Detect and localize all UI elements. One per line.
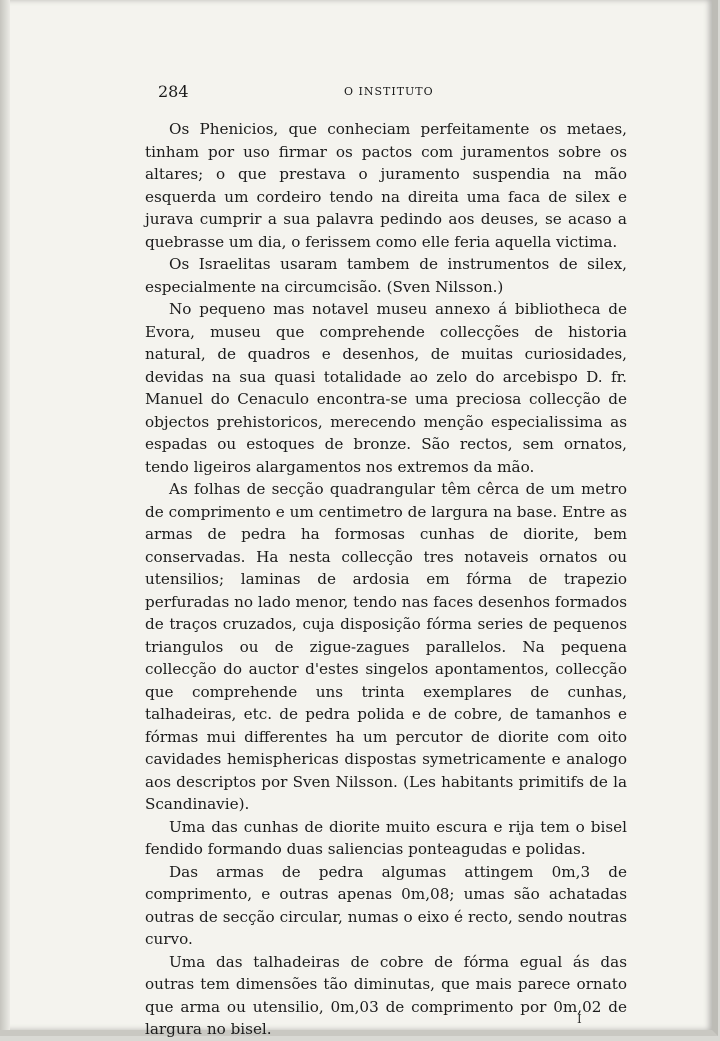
- page-number: 284: [158, 82, 189, 101]
- paragraph-folhas: As folhas de secção quadrangular têm cêrca de um metro de comprimento e um centimetro de largura na base. Entre as armas de pedra ha formosas cunhas de diorite, bem conservadas. Ha nesta collecção tres notaveis ornatos ou utensilios; laminas de ardosia em fórma de trapezio perfuradas no lado menor, tendo nas faces desenhos formados de traços cruzados, cuja disposição fórma series de pequenos triangulos ou de zigue-zagues parallelos. Na pequena collecção do auctor d'estes singelos apontamentos, collecção que comprehende uns trinta exemplares de cunhas, talhadeiras, etc. de pedra polida e de cobre, de tamanhos e fórmas mui differentes ha um percutor de diorite com oito cavidades hemisphericas dispostas symetricamente e analogo aos descriptos por Sven Nilsson. (Les habitants primitifs de la Scandinavie).: [145, 480, 627, 813]
- running-title: O INSTITUTO: [344, 85, 434, 98]
- paragraph-cunhas-diorite: Uma das cunhas de diorite muito escura e rija tem o bisel fendido formando duas saliencias ponteagudas e polidas.: [145, 817, 627, 858]
- page-gutter-shadow: [0, 0, 10, 1030]
- paragraph-israelitas: Os Israelitas usaram tambem de instrumentos de silex, especialmente na circumcisão. (Sven Nilsson.): [145, 255, 627, 296]
- paragraph-armas-pedra: Das armas de pedra algumas attingem 0m,3 de comprimento, e outras apenas 0m,08; umas são achatadas outras de secção circular, numas o eixo é recto, sendo noutras curvo.: [145, 862, 627, 948]
- bottom-mark: I: [577, 1012, 582, 1026]
- paragraph-talhadeiras: Uma das talhadeiras de cobre de fórma egual ás das outras tem dimensões tão diminutas, que mais parece ornato que arma ou utensilio, 0m,03 de comprimento por 0m,02 de largura no bisel.: [145, 952, 627, 1038]
- paragraph-phenicios: Os Phenicios, que conheciam perfeitamente os metaes, tinham por uso firmar os pactos com juramentos sobre os altares; o que prestava o juramento suspendia na mão esquerda um cordeiro tendo na direita uma faca de silex e jurava cumprir a sua palavra pedindo aos deuses, se acaso a quebrasse um dia, o ferissem como elle feria aquella victima.: [145, 120, 627, 251]
- page-header: [158, 82, 628, 104]
- paragraph-museu-evora: No pequeno mas notavel museu annexo á bibliotheca de Evora, museu que comprehende collecções de historia natural, de quadros e desenhos, de muitas curiosidades, devidas na sua quasi totalidade ao zelo do arcebispo D. fr. Manuel do Cenaculo encontra-se uma preciosa collecção de objectos prehistoricos, merecendo menção especialissima as espadas ou estoques de bronze. São rectos, sem ornatos, tendo ligeiros alargamentos nos extremos da mão.: [145, 300, 627, 476]
- body-text: [145, 118, 627, 1041]
